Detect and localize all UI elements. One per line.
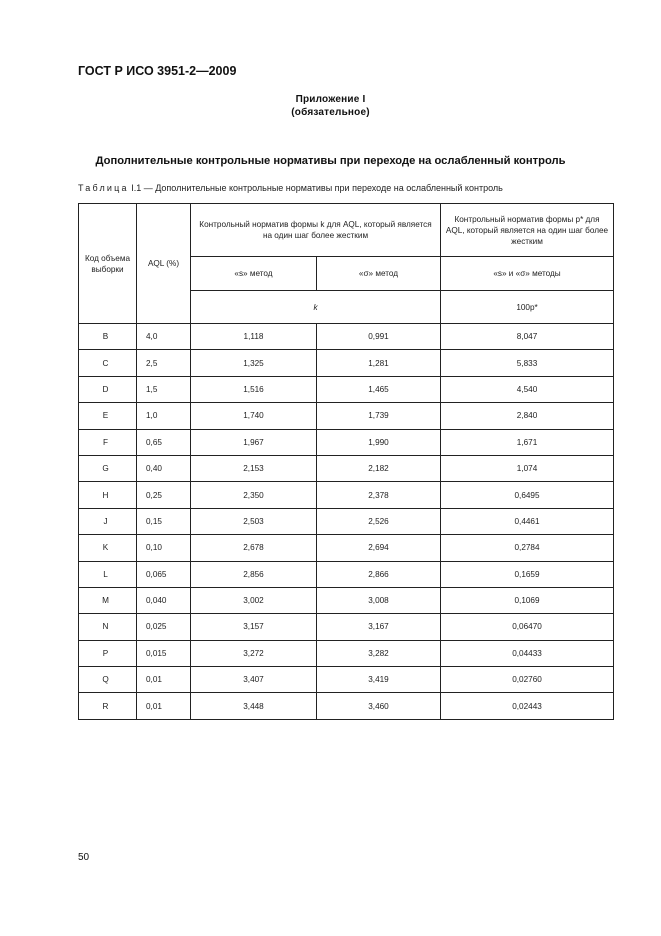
table-row (79, 376, 614, 402)
table-row (79, 508, 614, 534)
table-row (79, 455, 614, 481)
cell-code: J (79, 508, 137, 534)
column-header-sigma-method: «σ» метод (317, 257, 441, 291)
cell-k-sigma: 3,008 (317, 587, 441, 613)
cell-code: F (79, 429, 137, 455)
table-row (79, 429, 614, 455)
cell-k-sigma: 2,526 (317, 508, 441, 534)
cell-k-s: 3,448 (191, 693, 317, 719)
cell-k-s: 2,153 (191, 455, 317, 481)
cell-k-sigma: 1,281 (317, 350, 441, 376)
cell-k-s: 3,272 (191, 640, 317, 666)
cell-k-sigma: 1,990 (317, 429, 441, 455)
cell-code: K (79, 535, 137, 561)
table-row (79, 350, 614, 376)
table-caption-label: Таблица (78, 183, 129, 193)
cell-k-sigma: 3,419 (317, 667, 441, 693)
cell-k-sigma: 2,378 (317, 482, 441, 508)
document-header-code: ГОСТ Р ИСО 3951-2—2009 (78, 64, 237, 78)
cell-aql: 0,15 (137, 508, 191, 534)
table-row (79, 561, 614, 587)
cell-code: B (79, 324, 137, 350)
cell-p: 0,02443 (441, 693, 614, 719)
cell-p: 0,02760 (441, 667, 614, 693)
page-number: 50 (78, 852, 90, 863)
cell-aql: 0,01 (137, 667, 191, 693)
cell-code: G (79, 455, 137, 481)
cell-code: E (79, 403, 137, 429)
cell-p: 5,833 (441, 350, 614, 376)
table-row (79, 324, 614, 350)
cell-k-sigma: 1,465 (317, 376, 441, 402)
column-group-k: Контрольный норматив формы k для AQL, который является на один шаг более жестким (191, 204, 441, 257)
cell-aql: 0,25 (137, 482, 191, 508)
cell-k-s: 3,157 (191, 614, 317, 640)
cell-aql: 0,01 (137, 693, 191, 719)
cell-k-s: 3,407 (191, 667, 317, 693)
cell-k-s: 2,678 (191, 535, 317, 561)
table-row (79, 403, 614, 429)
column-header-s-method: «s» метод (191, 257, 317, 291)
table-caption (78, 183, 503, 193)
cell-code: H (79, 482, 137, 508)
table-caption-text: I.1 — Дополнительные контрольные нормативы при переходе на ослабленный контроль (131, 183, 503, 193)
cell-k-sigma: 3,167 (317, 614, 441, 640)
cell-k-s: 1,740 (191, 403, 317, 429)
cell-code: P (79, 640, 137, 666)
column-header-aql: AQL (%) (137, 204, 191, 324)
table-row (79, 482, 614, 508)
cell-k-s: 2,503 (191, 508, 317, 534)
cell-k-s: 1,967 (191, 429, 317, 455)
cell-k-sigma: 3,460 (317, 693, 441, 719)
cell-k-sigma: 1,739 (317, 403, 441, 429)
cell-k-s: 1,516 (191, 376, 317, 402)
table-row (79, 614, 614, 640)
data-table (78, 203, 614, 720)
cell-aql: 0,025 (137, 614, 191, 640)
cell-code: C (79, 350, 137, 376)
cell-code: D (79, 376, 137, 402)
cell-code: L (79, 561, 137, 587)
cell-aql: 0,65 (137, 429, 191, 455)
cell-k-sigma: 2,182 (317, 455, 441, 481)
unit-p: 100p* (441, 291, 614, 324)
cell-p: 0,6495 (441, 482, 614, 508)
column-header-both-methods: «s» и «σ» методы (441, 257, 614, 291)
cell-aql: 1,5 (137, 376, 191, 402)
cell-p: 1,671 (441, 429, 614, 455)
table-row (79, 667, 614, 693)
cell-aql: 0,10 (137, 535, 191, 561)
cell-k-s: 3,002 (191, 587, 317, 613)
cell-p: 2,840 (441, 403, 614, 429)
table-row (79, 535, 614, 561)
cell-k-s: 2,350 (191, 482, 317, 508)
cell-p: 0,1069 (441, 587, 614, 613)
cell-p: 0,06470 (441, 614, 614, 640)
column-header-code: Код объема выборки (79, 204, 137, 324)
cell-k-s: 1,325 (191, 350, 317, 376)
cell-aql: 1,0 (137, 403, 191, 429)
cell-aql: 0,40 (137, 455, 191, 481)
table-row (79, 693, 614, 719)
cell-aql: 0,015 (137, 640, 191, 666)
page-title: Дополнительные контрольные нормативы при переходе на ослабленный контроль (95, 155, 566, 167)
unit-k: k (191, 291, 441, 324)
annex-heading (0, 93, 661, 119)
cell-code: R (79, 693, 137, 719)
cell-code: Q (79, 667, 137, 693)
cell-k-sigma: 3,282 (317, 640, 441, 666)
table-header-row (79, 204, 614, 257)
cell-k-s: 1,118 (191, 324, 317, 350)
cell-aql: 2,5 (137, 350, 191, 376)
cell-code: N (79, 614, 137, 640)
cell-k-sigma: 2,866 (317, 561, 441, 587)
cell-k-sigma: 2,694 (317, 535, 441, 561)
cell-p: 0,1659 (441, 561, 614, 587)
cell-p: 0,4461 (441, 508, 614, 534)
annex-title: Приложение I (295, 94, 366, 105)
cell-k-s: 2,856 (191, 561, 317, 587)
cell-aql: 0,065 (137, 561, 191, 587)
cell-p: 0,2784 (441, 535, 614, 561)
cell-aql: 0,040 (137, 587, 191, 613)
cell-k-sigma: 0,991 (317, 324, 441, 350)
table-row (79, 587, 614, 613)
cell-p: 0,04433 (441, 640, 614, 666)
table-row (79, 640, 614, 666)
cell-code: M (79, 587, 137, 613)
annex-status: (обязательное) (291, 107, 370, 118)
cell-aql: 4,0 (137, 324, 191, 350)
cell-p: 4,540 (441, 376, 614, 402)
cell-p: 8,047 (441, 324, 614, 350)
column-group-p: Контрольный норматив формы p* для AQL, который является на один шаг более жестким (441, 204, 614, 257)
cell-p: 1,074 (441, 455, 614, 481)
